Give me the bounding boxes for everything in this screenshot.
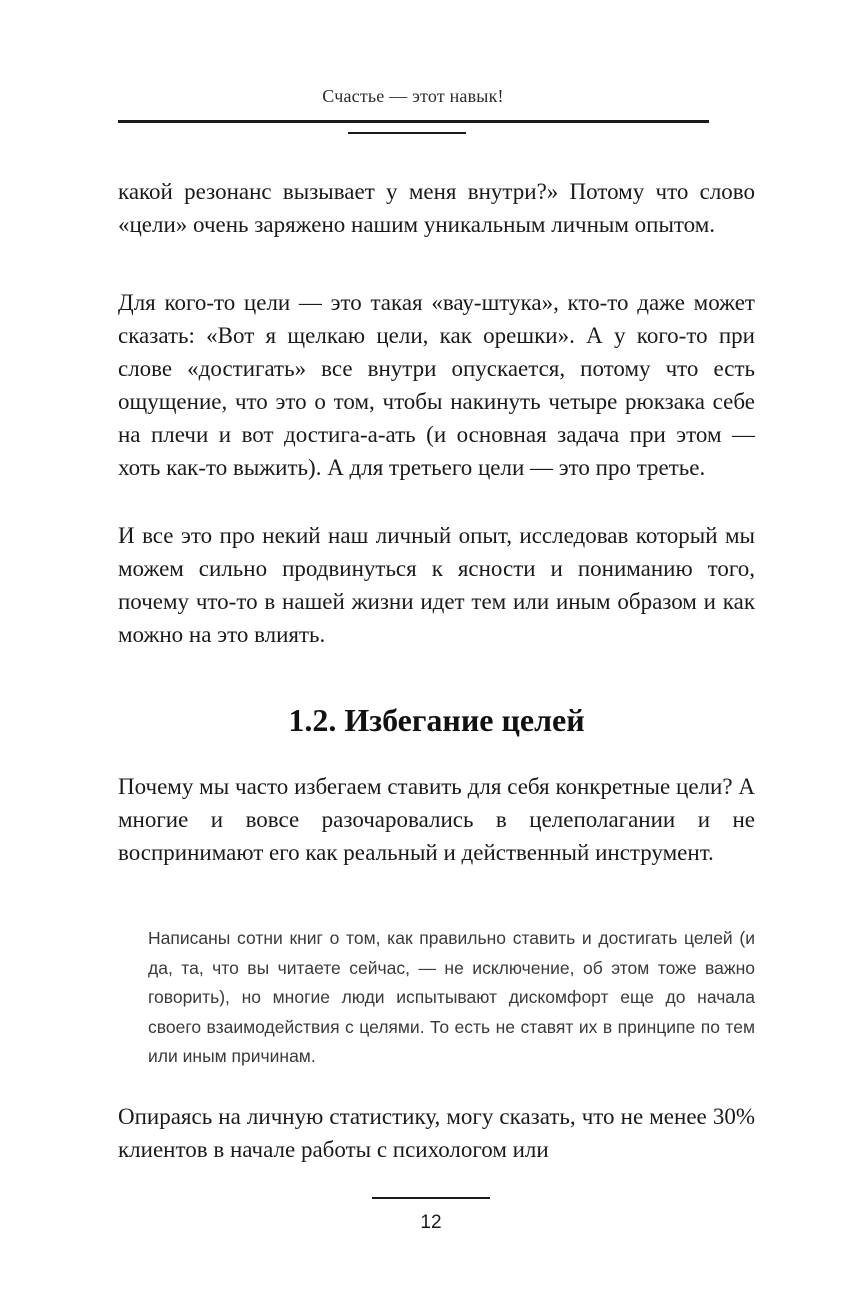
page-number: 12 <box>420 1212 442 1233</box>
footer-rule <box>372 1197 490 1199</box>
header-rule-short <box>348 132 466 134</box>
paragraph-continued: какой резонанс вызывает у меня внутри?» Потому что слово «цели» очень заряжено нашим уникальным личным опытом. <box>118 179 755 237</box>
header-rule-long <box>118 120 709 123</box>
indented-note: Написаны сотни книг о том, как правильно ставить и достигать целей (и да, та, что вы читаете сейчас, — не исключение, об этом тоже важно говорить), но многие люди испытывают дискомфорт еще до начала своего взаимодействия с целями. То есть не ставят их в принципе по тем или иным причинам. <box>148 928 755 1066</box>
paragraph-goals-meaning: Для кого-то цели — это такая «вау-штука», кто-то даже может сказать: «Вот я щелкаю цели, как орешки». А у кого-то при слове «достигать» все внутри опускается, потому что есть ощущение, что это о том, чтобы накинуть четыре рюкзака себе на плечи и вот достига-а-ать (и основная задача при этом — хоть как-то выжить). А для третьего цели — это про третье. <box>118 290 755 480</box>
paragraph-personal-experience: И все это про некий наш личный опыт, исследовав который мы можем сильно продвинуться к ясности и пониманию того, почему что-то в нашей жизни идет тем или иным образом и как можно на это влиять. <box>118 523 755 647</box>
paragraph-statistics: Опираясь на личную статистику, могу сказать, что не менее 30% клиентов в начале работы с психологом или <box>118 1104 755 1162</box>
section-heading: 1.2. Избегание целей <box>288 702 585 738</box>
running-title: Счастье — этот навык! <box>322 86 504 106</box>
paragraph-avoiding-goals: Почему мы часто избегаем ставить для себя конкретные цели? А многие и вовсе разочаровались в целеполагании и не воспринимают его как реальный и действенный инструмент. <box>118 774 755 865</box>
